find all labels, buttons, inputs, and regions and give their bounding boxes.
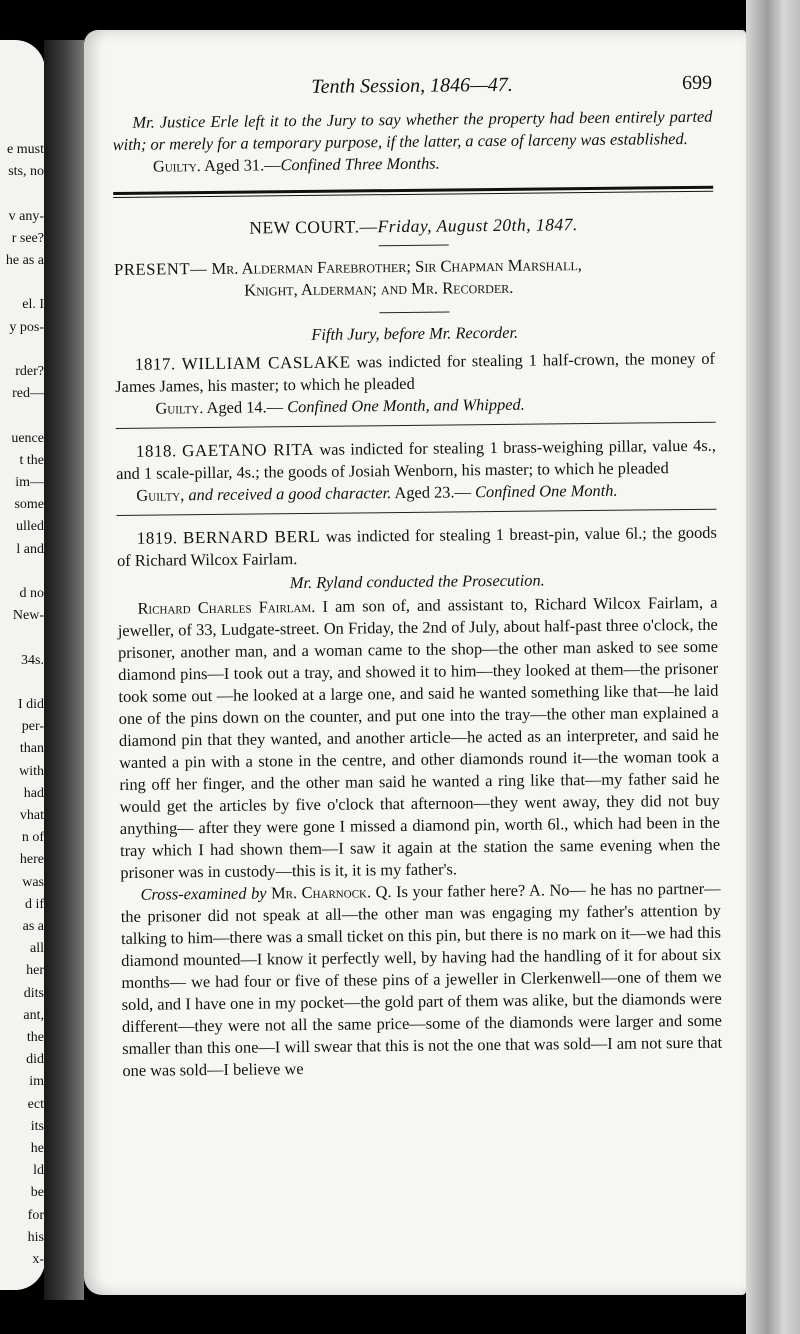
present-block — [114, 253, 714, 303]
defendant-name: WILLIAM CASLAKE — [181, 352, 351, 374]
testimony-text: I am son of, and assistant to, Richard Wilcox Fairlam, a jeweller, of 33, Ludgate-street. On Friday, the 2nd of July, about half-past three o'clock, the prisoner, another man, and a woman came to the shop—the other man asked to see some diamond pins—I took out a tray, and showed it to him—they looked at them—the prisoner took some out —he looked at a large one, and said he wanted something like that—he laid one of the pins down on the counter, and put one into the tray—the other man explained a diamond pin that they wanted, and another article—he acted as an interpreter, and said he wanted a pin with a stone in the centre, and other diamonds round it—the woman took a ring off her finger, and the other man said he wanted a ring like that—my father said he would get the articles by five o'clock that afternoon—they went away, they did not buy anything— after they were gone I missed a diamond pin, worth 6l., which had been in the tray which I had shown them—I saw it again at the station the same evening when the prisoner was in custody—this is it, it is my father's. — [117, 592, 721, 882]
verdict-age: Aged 23.— — [394, 482, 472, 503]
facing-page-line: dits — [23, 985, 44, 1001]
page-edge — [746, 0, 800, 1334]
defendant-name: BERNARD BERL — [182, 526, 321, 548]
facing-page-line: el. I — [22, 297, 44, 313]
court-heading — [113, 212, 713, 240]
cross-examination — [120, 878, 722, 1082]
book-spine-shadow — [44, 40, 84, 1300]
facing-page-line: x- — [32, 1252, 44, 1267]
verdict-extra: and received a good character. — [188, 483, 392, 505]
verdict-age: Aged 31.— — [203, 155, 281, 176]
facing-page-line: ant, — [23, 1007, 44, 1023]
facing-page-line: rder? — [15, 364, 44, 379]
defendant-name: GAETANO RITA — [181, 439, 315, 461]
facing-page-line: here — [19, 852, 44, 868]
case-number: 1818. — [135, 441, 177, 461]
facing-page-line: im — [29, 1074, 44, 1090]
charge-text: was indicted for stealing 1 breast-pin, value 6l.; the goods of Richard Wilcox Fairlam. — [116, 522, 717, 570]
facing-page-line: im— — [15, 475, 44, 490]
facing-page-line: had — [23, 785, 44, 801]
short-rule — [379, 244, 449, 246]
facing-page-line: as a — [22, 919, 44, 934]
facing-page-line: sts, no — [8, 164, 44, 180]
facing-page-line: n of — [21, 830, 44, 846]
court-name: NEW COURT.— — [249, 216, 378, 238]
cross-label: Cross-examined by — [140, 883, 267, 904]
verdict-sentence: Confined One Month, and Whipped. — [287, 394, 525, 417]
facing-page-line: for — [27, 1207, 44, 1223]
facing-page-line: some — [14, 497, 44, 513]
facing-page-line: with — [19, 763, 44, 779]
facing-page-line: ect — [27, 1096, 44, 1112]
jury-heading: Fifth Jury, before Mr. Recorder. — [311, 322, 519, 344]
book-page — [84, 30, 746, 1295]
short-rule — [379, 311, 449, 313]
verdict-label: Guilty, — [136, 485, 185, 505]
facing-page-line: the — [26, 1030, 44, 1045]
judge-note: Mr. Justice Erle left it to the Jury to say whether the property had been entirely parted with; or merely for a temporary purpose, if the latter, a case of larceny was established. — [112, 106, 713, 154]
charge-text: was indicted for stealing 1 half-crown, the money of James James, his master; to which he pleaded — [115, 348, 716, 396]
case-1819 — [117, 522, 717, 572]
facing-page-line: his — [27, 1229, 44, 1245]
witness-name: Richard Charles Fairlam. — [137, 596, 316, 618]
facing-page-line: was — [22, 874, 44, 890]
verdict-sentence: Confined Three Months. — [280, 153, 440, 175]
facing-page-line: he — [30, 1141, 44, 1156]
facing-page-line: vhat — [19, 808, 44, 823]
facing-page-line: y pos- — [9, 319, 44, 335]
verdict-sentence: Confined One Month. — [474, 480, 618, 502]
present-line-2: Knight, Alderman; and Mr. Recorder. — [244, 277, 514, 300]
facing-page-line: its — [30, 1118, 44, 1134]
facing-page-line: ulled — [16, 519, 44, 535]
present-label: PRESENT— — [113, 259, 208, 279]
case-divider — [117, 509, 717, 516]
prosecution-line: Mr. Ryland conducted the Prosecution. — [289, 570, 545, 593]
facing-page-line: be — [30, 1185, 44, 1201]
facing-page-line: New- — [12, 608, 44, 624]
page-content — [112, 72, 722, 1082]
facing-page-line: red— — [12, 386, 44, 402]
section-divider — [113, 186, 713, 198]
facing-page-line: ld — [33, 1163, 44, 1179]
testimony — [117, 592, 720, 884]
facing-page-line: uence — [11, 430, 44, 446]
facing-page-line: did — [26, 1052, 44, 1068]
charge-text: was indicted for stealing 1 brass-weighing pillar, value 4s., and 1 scale-pillar, 4s.; the goods of Josiah Wenborn, his master; to which he pleaded — [116, 435, 716, 483]
facing-page-line: d if — [24, 896, 44, 912]
case-number: 1819. — [136, 528, 178, 548]
facing-page-line: r see? — [11, 230, 44, 246]
facing-page-line: 34s. — [21, 652, 44, 668]
running-title: Tenth Session, 1846—47. — [311, 73, 513, 98]
facing-page-line: her — [26, 963, 44, 979]
facing-page-line: e must — [7, 142, 44, 157]
case-number: 1817. — [134, 354, 176, 374]
case-1818 — [116, 435, 716, 485]
cross-counsel: Mr. Charnock. — [270, 882, 372, 903]
page-number: 699 — [681, 71, 713, 95]
verdict-age: Aged 14.— — [206, 397, 284, 418]
facing-page — [0, 40, 45, 1290]
facing-page-line: l and — [16, 541, 44, 557]
facing-page-line: v any- — [8, 208, 44, 224]
verdict-label: Guilty. — [155, 398, 204, 418]
case-divider — [116, 422, 716, 429]
cross-text: Q. Is your father here? A. No— he has no partner—the prisoner did not speak at all—the other man was engaging my father's attention by talking to him—there was a small ticket on this pin, but there is no mark on it—we had this diamond mounted—I know it perfectly well, by having had the handling of it for about six months— we had four or five of these pins of a jeweller in Clerkenwell—one of them we sold, and I have one in my pocket—the gold part of them was alike, but the diamonds were different—they were not all the same price—some of the diamonds were larger and some smaller than this one—I will swear that this is not the one that was sold—I am not sure that one was sold—I believe we — [120, 878, 723, 1080]
running-header — [112, 72, 712, 112]
case-1817 — [115, 348, 715, 398]
verdict-label: Guilty. — [152, 156, 201, 176]
present-line-1: Mr. Alderman Farebrother; Sir Chapman Marshall, — [211, 255, 582, 278]
facing-page-line: t the — [19, 452, 44, 468]
facing-page-line: than — [19, 741, 44, 757]
court-date: Friday, August 20th, 1847. — [377, 214, 578, 237]
facing-page-line: he as a — [5, 253, 44, 268]
facing-page-line: I did — [17, 697, 44, 712]
facing-page-line: d no — [19, 586, 44, 601]
facing-page-line: per- — [21, 719, 44, 735]
facing-page-line: all — [30, 941, 44, 957]
